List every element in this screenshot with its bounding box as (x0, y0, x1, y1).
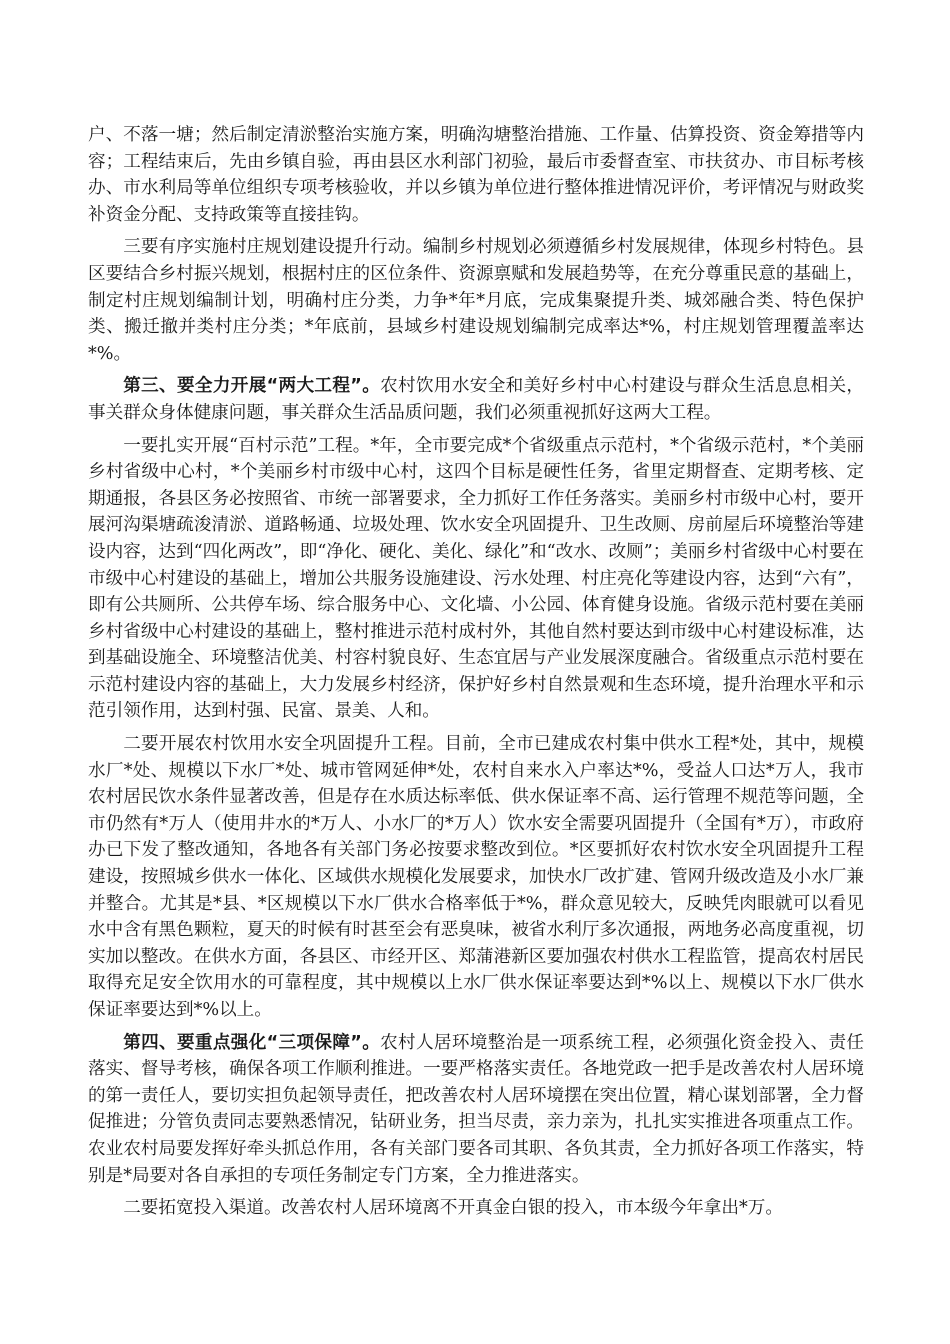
paragraph-section-three (88, 373, 864, 426)
section-heading-four: 第四、要重点强化“三项保障”。 (123, 1032, 381, 1053)
paragraph-section-four (88, 1030, 864, 1190)
document-page (88, 122, 864, 1228)
section-four-body: 农村人居环境整治是一项系统工程，必须强化资金投入、责任落实、督导考核，确保各项工作顺利推进。一要严格落实责任。各地党政一把手是改善农村人居环境的第一责任人，要切实担负起领导责任，把改善农村人居环境摆在突出位置，精心谋划部署，全力督促推进；分管负责同志要熟悉情况，钻研业务，担当尽责，亲力亲为，扎扎实实推进各项重点工作。农业农村局要发挥好牵头抓总作用，各有关部门要各司其职、各负其责，全力抓好各项工作落实，特别是*局要对各自承担的专项任务制定专门方案，全力推进落实。 (88, 1032, 864, 1186)
paragraph-continued: 户、不落一塘；然后制定清淤整治实施方案，明确沟塘整治措施、工作量、估算投资、资金筹措等内容；工程结束后，先由乡镇自验，再由县区水利部门初验，最后市委督查室、市扶贫办、市目标考核办、市水利局等单位组织专项考核验收，并以乡镇为单位进行整体推进情况评价，考评情况与财政奖补资金分配、支持政策等直接挂钩。 (88, 125, 864, 225)
paragraph-investment: 二要拓宽投入渠道。改善农村人居环境离不开真金白银的投入，市本级今年拿出*万。 (123, 1198, 783, 1219)
paragraph-hundred-villages: 一要扎实开展“百村示范”工程。*年，全市要完成*个省级重点示范村，*个省级示范村，*个美丽乡村省级中心村，*个美丽乡村市级中心村，这四个目标是硬性任务，省里定期督查、定期考核、定期通报，各县区务必按照省、市统一部署要求，全力抓好工作任务落实。美丽乡村市级中心村，要开展河沟渠塘疏浚清淤、道路畅通、垃圾处理、饮水安全巩固提升、卫生改厕、房前屋后环境整治等建设内容，达到“四化两改”，即“净化、硬化、美化、绿化”和“改水、改厕”；美丽乡村省级中心村要在市级中心村建设的基础上，增加公共服务设施建设、污水处理、村庄亮化等建设内容，达到“六有”，即有公共厕所、公共停车场、综合服务中心、文化墙、小公园、体育健身设施。省级示范村要在美丽乡村省级中心村建设的基础上，整村推进示范村成村外，其他自然村要达到市级中心村建设标准，达到基础设施全、环境整洁优美、村容村貌良好、生态宜居与产业发展深度融合。省级重点示范村要在示范村建设内容的基础上，大力发展乡村经济，保护好乡村自然景观和生态环境，提升治理水平和示范引领作用，达到村强、民富、景美、人和。 (88, 435, 864, 722)
paragraph-drinking-water: 二要开展农村饮用水安全巩固提升工程。目前，全市已建成农村集中供水工程*处，其中，规模水厂*处、规模以下水厂*处、城市管网延伸*处，农村自来水入户率达*%，受益人口达*万人，我市农村居民饮水条件显著改善，但是存在水质达标率低、供水保证率不高、运行管理不规范等问题，全市仍然有*万人（使用井水的*万人、小水厂的*万人）饮水安全需要巩固提升（全国有*万），市政府办已下发了整改通知，各地各有关部门务必按要求整改到位。*区要抓好农村饮水安全巩固提升工程建设，按照城乡供水一体化、区域供水规模化发展要求，加快水厂改扩建、管网升级改造及小水厂兼并整合。尤其是*县、*区规模以下水厂供水合格率低于*%，群众意见较大，反映凭肉眼就可以看见水中含有黑色颗粒，夏天的时候有时甚至会有恶臭味，被省水利厅多次通报，两地务必高度重视，切实加以整改。在供水方面，各县区、市经开区、郑蒲港新区要加强农村供水工程监管，提高农村居民取得充足安全饮用水的可靠程度，其中规模以上水厂供水保证率要达到*%以上、规模以下水厂供水保证率要达到*%以上。 (88, 734, 864, 1020)
paragraph-village-planning: 三要有序实施村庄规划建设提升行动。编制乡村规划必须遵循乡村发展规律，体现乡村特色。县区要结合乡村振兴规划，根据村庄的区位条件、资源禀赋和发展趋势等，在充分尊重民意的基础上，制定村庄规划编制计划，明确村庄分类，力争*年*月底，完成集聚提升类、城郊融合类、特色保护类、搬迁撤并类村庄分类；*年底前，县域乡村建设规划编制完成率达*%，村庄规划管理覆盖率达*%。 (88, 237, 864, 364)
section-three-body: 农村饮用水安全和美好乡村中心村建设与群众生活息息相关，事关群众身体健康问题，事关群众生活品质问题，我们必须重视抓好这两大工程。 (88, 376, 864, 423)
section-heading-three: 第三、要全力开展“两大工程”。 (123, 376, 381, 397)
